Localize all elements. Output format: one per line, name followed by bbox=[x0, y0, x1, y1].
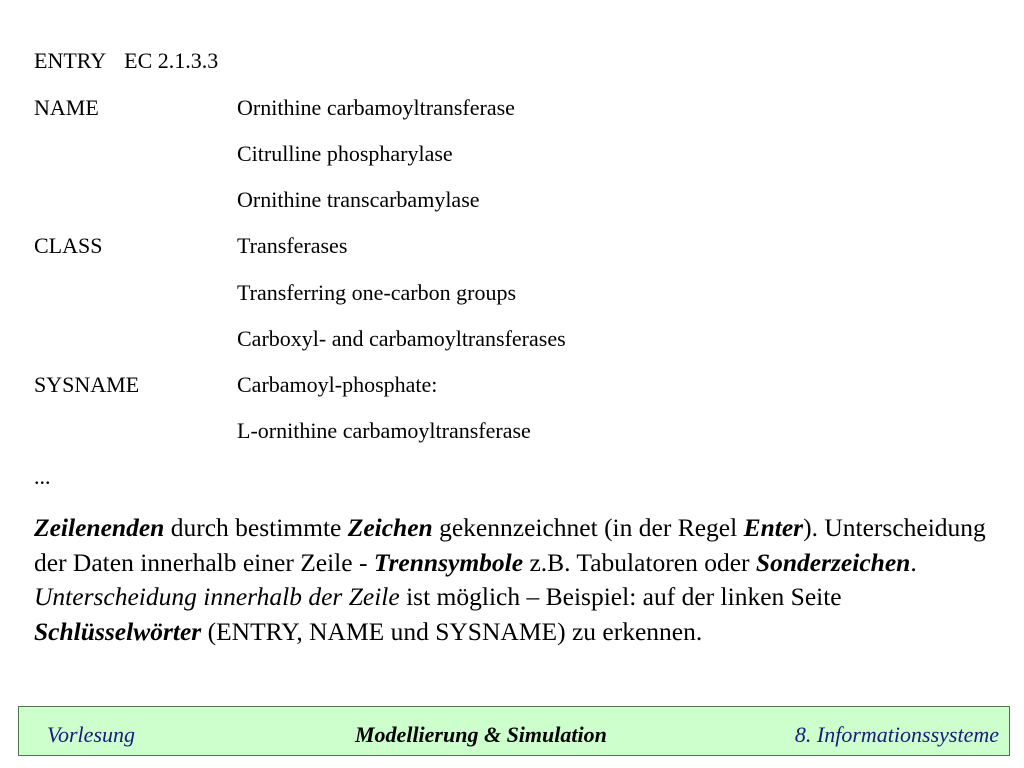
record-row bbox=[34, 187, 734, 213]
record-value: Carbamoyl-phosphate: bbox=[237, 372, 438, 397]
record-key-class: CLASS bbox=[34, 233, 103, 258]
record-row bbox=[34, 280, 734, 306]
term-unterscheidung: Unterscheidung innerhalb der Zeile bbox=[34, 582, 400, 611]
record-value: Citrulline phospharylase bbox=[237, 141, 453, 166]
record-row bbox=[34, 326, 734, 352]
record-value: L-ornithine carbamoyltransferase bbox=[237, 418, 531, 443]
term-zeilenenden: Zeilenenden bbox=[34, 513, 165, 542]
text-span: . bbox=[910, 547, 917, 577]
record-row bbox=[34, 233, 734, 259]
text-span: ist möglich – Beispiel: auf der linken Seite bbox=[399, 582, 842, 611]
footer-course-title: Modellierung & Simulation bbox=[355, 722, 607, 747]
record-key-sysname: SYSNAME bbox=[34, 372, 140, 397]
term-zeichen: Zeichen bbox=[347, 513, 433, 542]
footer-lecture-label: Vorlesung bbox=[47, 722, 135, 747]
record-value: Ornithine transcarbamylase bbox=[237, 187, 480, 212]
record-row bbox=[34, 95, 734, 121]
text-span: gekennzeichnet (in der Regel bbox=[432, 513, 744, 542]
record-value: Ornithine carbamoyltransferase bbox=[237, 95, 515, 120]
record-value: Transferring one-carbon groups bbox=[237, 280, 517, 305]
term-schluesselwoerter: Schlüsselwörter bbox=[34, 616, 202, 646]
ellipsis: ... bbox=[34, 464, 51, 489]
record-value: Carboxyl- and carbamoyltransferases bbox=[237, 326, 566, 351]
record-row bbox=[34, 141, 734, 167]
record-value: Transferases bbox=[237, 233, 348, 258]
term-enter: Enter bbox=[743, 513, 804, 542]
record-row bbox=[34, 418, 734, 444]
text-span: z.B. Tabulatoren oder bbox=[523, 547, 756, 577]
term-trennsymbole: Trennsymbole bbox=[373, 547, 524, 577]
term-sonderzeichen: Sonderzeichen bbox=[755, 547, 911, 577]
text-span: durch bestimmte bbox=[164, 513, 348, 542]
footer-bar bbox=[18, 706, 1010, 756]
entry-value: EC 2.1.3.3 bbox=[124, 48, 219, 73]
record-key-name: NAME bbox=[34, 95, 99, 120]
entry-label: ENTRY bbox=[34, 48, 107, 73]
footer-chapter-title: 8. Informationssysteme bbox=[794, 722, 999, 747]
text-span: (ENTRY, NAME und SYSNAME) zu erkennen. bbox=[201, 616, 703, 646]
record-row bbox=[34, 372, 734, 398]
entry-line bbox=[34, 48, 218, 74]
text-span: ). Unterscheidung der Daten innerhalb einer Zeile - bbox=[34, 513, 986, 577]
explanation-paragraph bbox=[34, 511, 1014, 649]
